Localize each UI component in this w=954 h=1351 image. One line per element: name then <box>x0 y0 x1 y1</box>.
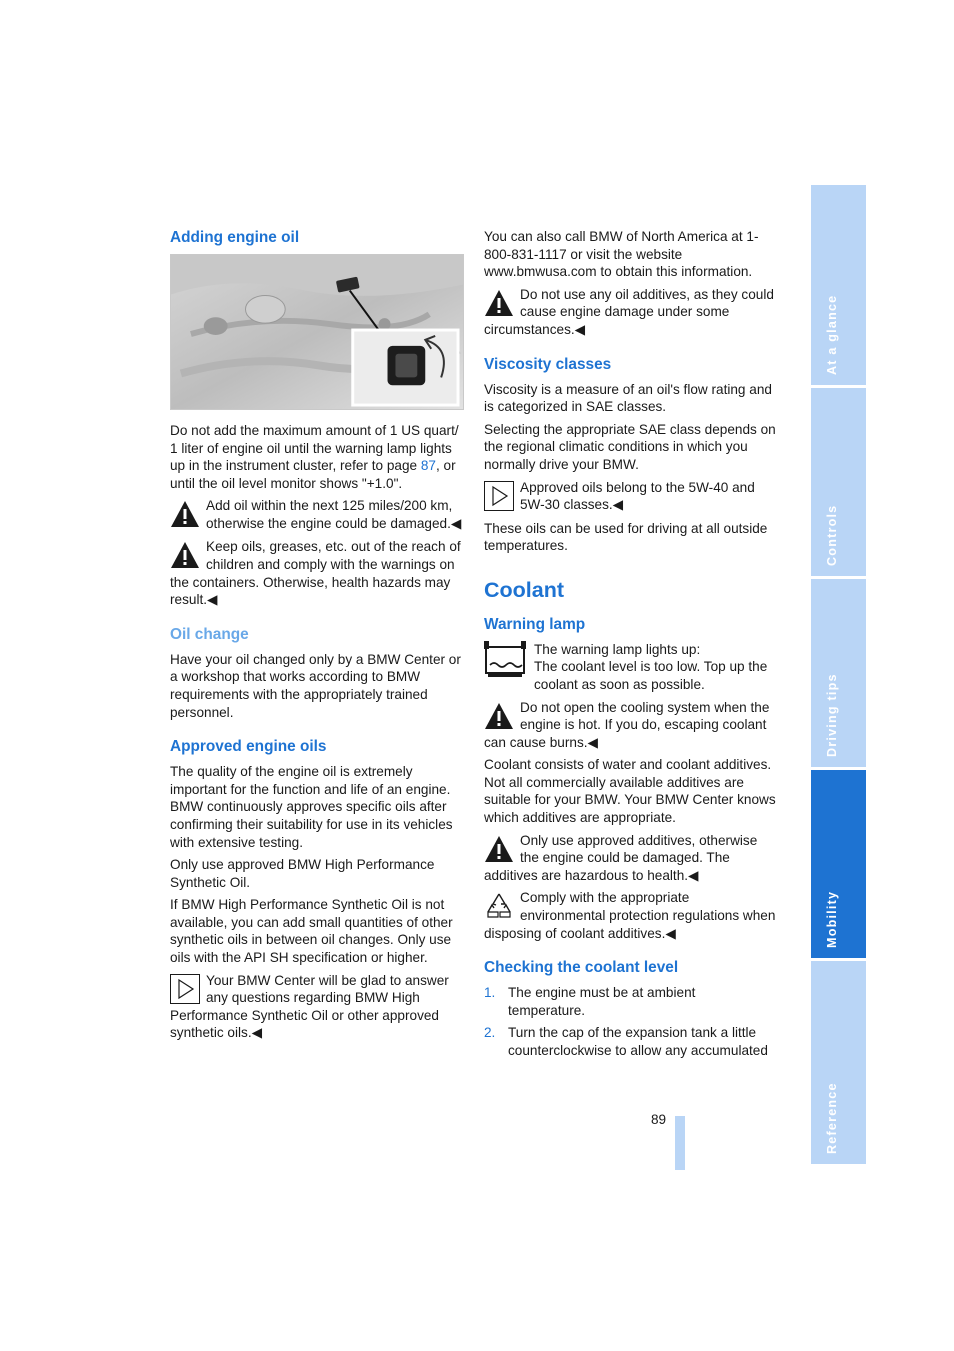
warning-text: Keep oils, greases, etc. out of the reach of children and comply with the warnings on the containers. Otherwise, health hazards may result.◀ <box>170 539 461 608</box>
tab-label: At a glance <box>825 294 839 375</box>
warning-note <box>484 832 776 885</box>
viscosity-paragraph: Selecting the appropriate SAE class depends on the regional climatic conditions in which you normally drive your BMW. <box>484 421 776 472</box>
approved-oils-paragraph: Only use approved BMW High Performance Synthetic Oil. <box>170 857 435 890</box>
checking-coolant-level-heading: Checking the coolant level <box>484 959 679 977</box>
tab-at-a-glance[interactable] <box>811 185 866 385</box>
warning-icon <box>170 540 200 570</box>
coolant-lamp-icon <box>484 641 526 679</box>
adding-oil-text-2: , or until the oil level monitor shows "+1.0". <box>170 458 456 491</box>
warning-icon <box>484 834 514 864</box>
right-column <box>484 228 776 1065</box>
tab-mobility[interactable] <box>811 770 866 958</box>
step-number: 1. <box>484 985 496 1001</box>
coolant-paragraph: Coolant consists of water and coolant additives. Not all commercially available additives are suitable for your BMW. Your BMW Center knows which additives are appropriate. <box>484 757 776 826</box>
warning-note <box>484 699 776 752</box>
lamp-text: The coolant level is too low. Top up the coolant as soon as possible. <box>534 659 768 692</box>
tab-label: Reference <box>825 1082 839 1154</box>
warning-note <box>170 538 464 608</box>
tip-icon <box>170 974 200 1004</box>
step-text: The engine must be at ambient temperature. <box>508 985 696 1018</box>
adding-oil-text-1: Do not add the maximum amount of 1 US quart/ 1 liter of engine oil until the warning lamp lights up in the instrument cluster, refer to page <box>170 423 459 474</box>
step-number: 2. <box>484 1025 496 1041</box>
warning-note <box>170 497 464 533</box>
environment-note <box>484 889 776 942</box>
warning-icon <box>170 499 200 529</box>
recycle-icon <box>484 891 514 921</box>
approved-engine-oils-heading: Approved engine oils <box>170 738 327 756</box>
lamp-text: The warning lamp lights up: <box>534 641 701 657</box>
oil-change-heading: Oil change <box>170 625 249 643</box>
warning-text: Add oil within the next 125 miles/200 km, otherwise the engine could be damaged.◀ <box>206 498 462 531</box>
step-text: Turn the cap of the expansion tank a little counterclockwise to allow any accumulated <box>508 1025 768 1058</box>
adding-engine-oil-heading: Adding engine oil <box>170 229 300 246</box>
warning-icon <box>484 701 514 731</box>
engine-oil-filler-photo <box>170 254 464 410</box>
approved-oils-paragraph: If BMW High Performance Synthetic Oil is not available, you can add small quantities of other synthetic oils in between oil changes. Only use oils with the API SH specification or higher. <box>170 897 453 966</box>
tip-note <box>170 972 464 1042</box>
adding-oil-paragraph <box>170 422 464 492</box>
list-item <box>484 1024 776 1059</box>
list-item <box>484 984 776 1019</box>
viscosity-classes-heading: Viscosity classes <box>484 355 612 373</box>
tab-controls[interactable] <box>811 388 866 576</box>
page-87-link[interactable]: 87 <box>420 458 436 474</box>
coolant-lamp-note <box>484 641 776 694</box>
tip-text: Your BMW Center will be glad to answer any questions regarding BMW High Performance Synthetic Oil or other approved synthetic oils.◀ <box>170 972 449 1041</box>
left-column <box>170 228 464 1047</box>
environment-text: Comply with the appropriate environmental protection regulations when disposing of coolant additives.◀ <box>484 890 776 941</box>
warning-note <box>484 286 776 339</box>
approved-oils-paragraph: The quality of the engine oil is extremely important for the function and life of an engine. BMW continuously approves specific oils after confirming their suitability for use in its vehicles with extensive testing. <box>170 764 453 850</box>
tab-reference[interactable] <box>811 961 866 1164</box>
page-marker-bar <box>675 1116 685 1170</box>
tip-note <box>484 479 776 515</box>
warning-lamp-heading: Warning lamp <box>484 615 586 633</box>
chapter-tabs <box>811 185 866 1167</box>
tab-label: Mobility <box>825 890 839 948</box>
viscosity-paragraph: Viscosity is a measure of an oil's flow rating and is categorized in SAE classes. <box>484 381 772 415</box>
coolant-heading: Coolant <box>484 577 565 602</box>
warning-text: Only use approved additives, otherwise the engine could be damaged. The additives are hazardous to health.◀ <box>484 832 758 883</box>
coolant-steps-list <box>484 984 776 1059</box>
warning-icon <box>484 288 514 318</box>
call-bmw-paragraph: You can also call BMW of North America at 1-800-831-1117 or visit the website www.bmwusa.com to obtain this information. <box>484 229 759 280</box>
warning-text: Do not use any oil additives, as they could cause engine damage under some circumstances.◀ <box>484 286 774 337</box>
oil-change-paragraph: Have your oil changed only by a BMW Center or a workshop that works according to BMW requirements with the appropriately trained personnel. <box>170 651 461 720</box>
tip-text: Approved oils belong to the 5W-40 and 5W-30 classes.◀ <box>520 479 755 513</box>
tab-label: Driving tips <box>825 673 839 757</box>
tab-driving-tips[interactable] <box>811 579 866 767</box>
warning-text: Do not open the cooling system when the engine is hot. If you do, escaping coolant can cause burns.◀ <box>484 699 770 750</box>
page-number: 89 <box>651 1112 667 1127</box>
tip-icon <box>484 481 514 511</box>
tab-label: Controls <box>825 504 839 566</box>
viscosity-paragraph: These oils can be used for driving at all outside temperatures. <box>484 520 768 554</box>
